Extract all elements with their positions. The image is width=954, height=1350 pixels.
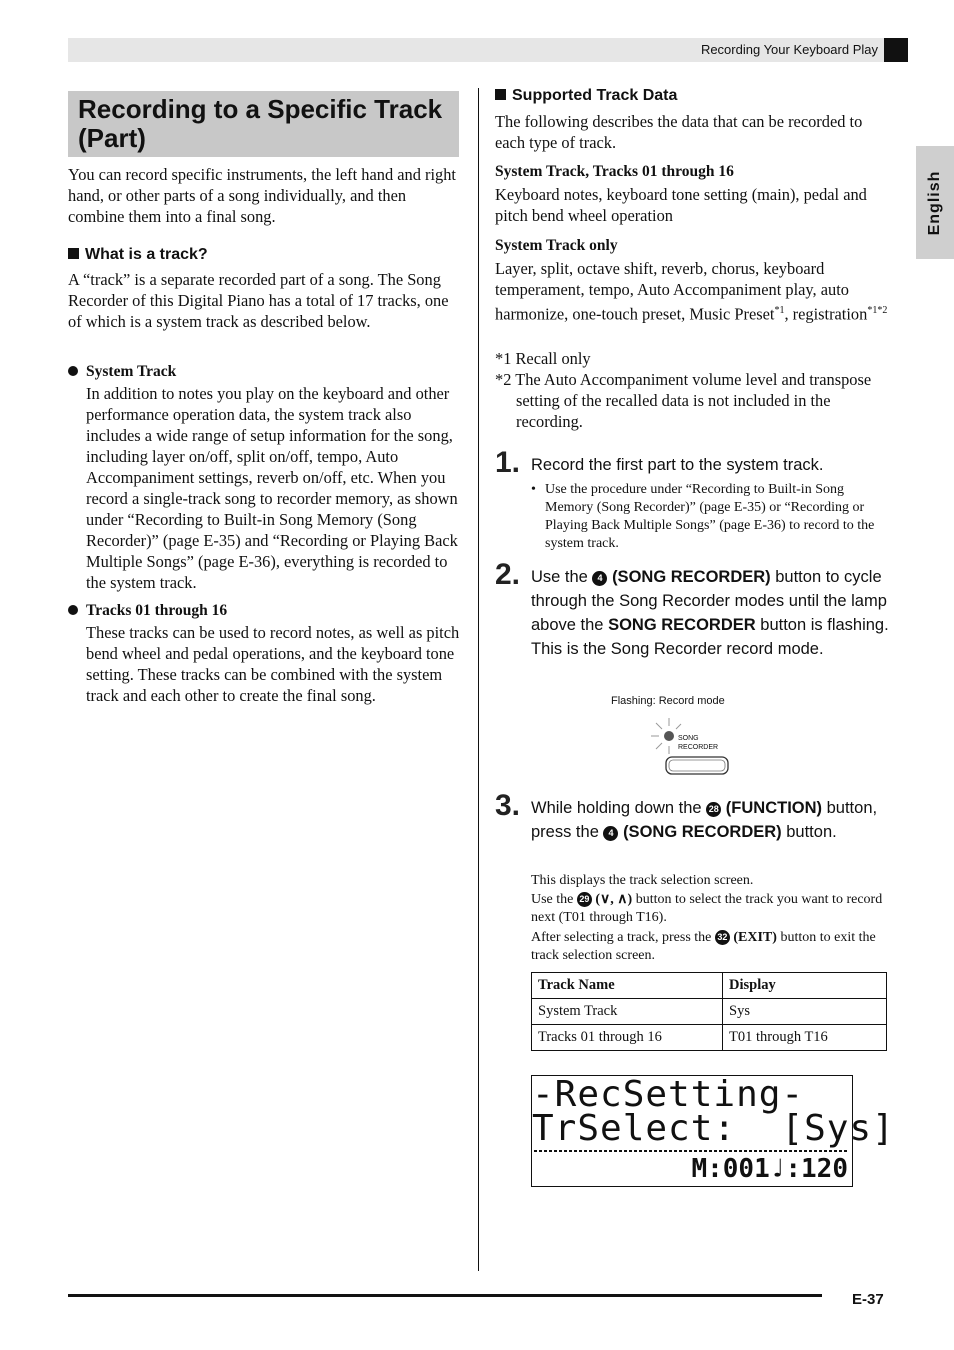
- table-row: [532, 999, 887, 1025]
- button-number-badge: 29: [577, 892, 592, 907]
- language-label: English: [926, 170, 943, 235]
- figure-caption: Flashing: Record mode: [611, 695, 725, 707]
- footer-rule: [68, 1294, 822, 1297]
- lcd-display: [531, 1074, 895, 1187]
- table-header-row: [532, 973, 887, 999]
- system-track-text: In addition to notes you play on the keyboard and other performance operation data, the system track also includes a wide range of setup information for the song, including layer on/off, split on/off, tempo, Auto Accompaniment settings, reverb on/off, etc. When you record a single-track song to recorder memory, as shown under “Recording to Built-in Song Memory (Song Recorder)” (page E-35) and “Recording or Playing Back Multiple Songs” (page E-36), everything is recorded to the system track.: [86, 384, 458, 592]
- section-title: Recording Your Keyboard Play: [700, 42, 878, 57]
- track-table: [531, 972, 887, 1051]
- language-tab: [916, 146, 954, 259]
- step-2-number: 2.: [495, 558, 521, 591]
- button-number-badge: 4: [603, 826, 618, 841]
- lcd-line-2: TrSelect: [Sys]: [532, 1108, 895, 1149]
- step-3-text: While holding down the 28 (FUNCTION) button, press the 4 (SONG RECORDER) button.: [531, 799, 878, 841]
- button-number-badge: 32: [715, 930, 730, 945]
- group2-text: Layer, split, octave shift, reverb, chorus, keyboard temperament, tempo, Auto Accompaniment play, auto harmonize, one-touch preset, Music Preset$^{*1}$, registration$^{*1*2}$: [495, 259, 888, 324]
- header-marker: [884, 38, 908, 62]
- what-is-track-text: A “track” is a separate recorded part of a song. The Song Recorder of this Digital Piano has a total of 17 tracks, one of which is a system track as described below.: [68, 270, 449, 331]
- intro-paragraph: You can record specific instruments, the left hand and right hand, or other parts of a song individually, and then combine them into a final song.: [68, 165, 456, 226]
- page-title: Recording to a Specific Track (Part): [78, 94, 443, 153]
- square-bullet-icon: [495, 89, 506, 100]
- song-recorder-figure: [648, 716, 738, 778]
- step-3-number: 3.: [495, 789, 521, 822]
- step-1-bullet: • Use the procedure under “Recording to Built-in Song Memory (Song Recorder)” (page E-35) or “Recording or Playing Back Multiple Songs” (page E-36) to record to the system track.: [531, 482, 875, 551]
- table-header-cell: Display: [723, 973, 887, 999]
- title-box: [68, 91, 459, 157]
- button-number-badge: 28: [706, 802, 721, 817]
- table-cell: Sys: [723, 999, 887, 1025]
- lcd-line-3: M:001♩:120: [691, 1154, 848, 1184]
- what-is-track-heading: What is a track?: [68, 246, 208, 264]
- tracks-heading: Tracks 01 through 16: [68, 602, 227, 620]
- group1-text: Keyboard notes, keyboard tone setting (main), pedal and pitch bend wheel operation: [495, 185, 867, 225]
- bullet-icon: [68, 366, 78, 376]
- group1-title: System Track, Tracks 01 through 16: [495, 163, 734, 180]
- supported-heading: Supported Track Data: [495, 87, 677, 105]
- page-number: E-37: [852, 1291, 884, 1308]
- step-3-p1: This displays the track selection screen.: [531, 873, 754, 888]
- lcd-line-1: -RecSetting-: [532, 1074, 805, 1115]
- table-cell: Tracks 01 through 16: [532, 1025, 723, 1051]
- supported-intro: The following describes the data that can be recorded to each type of track.: [495, 112, 863, 152]
- table-row: [532, 1025, 887, 1051]
- system-track-heading: System Track: [68, 363, 176, 381]
- lamp-label-recorder: RECORDER: [678, 744, 719, 751]
- tracks-text: These tracks can be used to record notes, as well as pitch bend wheel and pedal operations, and the keyboard tone setting. These tracks can be combined with the system track and each other to create the final song.: [86, 623, 460, 705]
- group2-title: System Track only: [495, 237, 618, 254]
- step-1-number: 1.: [495, 446, 521, 479]
- table-header-cell: Track Name: [532, 973, 723, 999]
- bullet-icon: [68, 605, 78, 615]
- table-cell: System Track: [532, 999, 723, 1025]
- button-number-badge: 4: [592, 571, 607, 586]
- lamp-label-song: SONG: [678, 735, 699, 742]
- step-1-text: Record the first part to the system track.: [531, 456, 824, 474]
- step-2-text: Use the 4 (SONG RECORDER) button to cycle through the Song Recorder modes until the lamp above the SONG RECORDER button is flashing. This is the Song Recorder record mode.: [531, 568, 889, 658]
- column-divider: [478, 88, 479, 1271]
- step-3-p2: Use the 29 (∨, ∧) button to select the track you want to record next (T01 through T16).: [531, 892, 883, 925]
- footnote-1: *1 Recall only: [495, 349, 591, 368]
- bullet-dot: •: [531, 482, 536, 497]
- lcd-dot-row: [534, 1150, 848, 1152]
- step-3-p3: After selecting a track, press the 32 (EXIT) button to exit the track selection screen.: [531, 930, 876, 963]
- square-bullet-icon: [68, 248, 79, 259]
- footnote-2: *2 The Auto Accompaniment volume level and transpose setting of the recalled data is not included in the recording.: [495, 370, 872, 431]
- page-header: [68, 38, 908, 62]
- table-cell: T01 through T16: [723, 1025, 887, 1051]
